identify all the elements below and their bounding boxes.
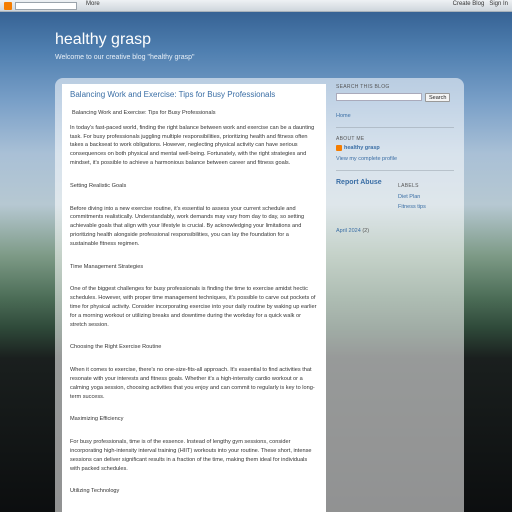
more-menu[interactable]: More: [86, 1, 100, 7]
archive-count: (2): [362, 228, 370, 234]
archive-item[interactable]: [336, 228, 454, 234]
search-input[interactable]: [336, 93, 422, 101]
post-subheading: Maximizing Efficiency: [70, 416, 124, 423]
post-title[interactable]: Balancing Work and Exercise: Tips for Busy Professionals: [70, 90, 276, 99]
navbar-right: [453, 1, 508, 7]
sidebar: [336, 84, 454, 234]
report-abuse-link[interactable]: Report Abuse: [336, 179, 382, 186]
post-paragraph: For busy professionals, time is of the essence. Instead of lengthy gym sessions, consider incorporating high-intensity interval training (HIIT) workouts into your routine. These short, intense sessions can deliver significant results in a fraction of the time, making them ideal for individuals with packed schedules.: [70, 439, 312, 472]
sidebar-two-column: [336, 179, 454, 214]
post-paragraph: In today's fast-paced world, finding the right balance between work and exercise can be a daunting task. For busy professionals juggling multiple responsibilities, prioritizing health and fitness often takes a backseat to work obligations. However, neglecting physical activity can have serious consequences on both physical and mental well-being. Fortunately, with the right strategies and mindset, it's possible to achieve a harmonious balance between career and fitness goals.: [70, 124, 315, 166]
home-link[interactable]: Home: [336, 113, 351, 119]
blog-description: Welcome to our creative blog "healthy grasp": [55, 54, 195, 61]
archive-month-link[interactable]: April 2024: [336, 228, 361, 234]
navbar-search-input[interactable]: [15, 2, 77, 10]
post-paragraph: When it comes to exercise, there's no one-size-fits-all approach. It's essential to find activities that resonate with your interests and fitness goals. Whether it's a high-intensity cardio workout or a calming yoga session, choosing activities that you enjoy and can commit to regularly is key to long-term success.: [70, 367, 315, 400]
label-link-fitness-tips[interactable]: Fitness tips: [398, 204, 426, 210]
post-subheading: Choosing the Right Exercise Routine: [70, 344, 162, 351]
post-column: [62, 84, 326, 512]
search-button[interactable]: Search: [425, 93, 450, 102]
divider: [336, 127, 454, 128]
post-subheading: Utilizing Technology: [70, 488, 120, 495]
search-heading: SEARCH THIS BLOG: [336, 84, 390, 90]
post-body: [70, 109, 318, 496]
profile-row: [336, 145, 454, 151]
post-paragraph: One of the biggest challenges for busy professionals is finding the time to exercise amidst hectic schedules. However, with proper time management techniques, it's possible to carve out pockets of time for physical activity. Consider incorporating exercise into your daily routine by waking up earlier for a morning workout or utilizing breaks and downtime during the workday for a quick walk or stretch session.: [70, 286, 317, 328]
post-subheading: Time Management Strategies: [70, 263, 144, 270]
view-profile-link[interactable]: View my complete profile: [336, 156, 398, 162]
search-row: [336, 93, 454, 102]
blog-title[interactable]: healthy grasp: [55, 31, 152, 48]
blogger-profile-icon: [336, 145, 342, 151]
create-blog-link[interactable]: Create Blog: [452, 1, 485, 7]
navbar: [0, 0, 512, 12]
divider: [336, 170, 454, 171]
about-heading: ABOUT ME: [336, 136, 365, 142]
profile-name-link[interactable]: healthy grasp: [344, 145, 380, 151]
labels-heading: LABELS: [398, 183, 419, 189]
sign-in-link[interactable]: Sign In: [489, 1, 508, 7]
blogger-logo-icon[interactable]: [4, 2, 12, 10]
post-subheading: Setting Realistic Goals: [70, 182, 127, 189]
labels-section: [398, 179, 426, 214]
post-paragraph: Before diving into a new exercise routine, it's essential to assess your current schedule and commitments realistically. Understandably, work demands may vary from day to day, so setting achievable goals that align with your lifestyle is crucial. By acknowledging your limitations and prioritizing health alongside professional responsibilities, you can lay the foundation for a sustainable fitness regimen.: [70, 205, 305, 247]
label-link-diet-plan[interactable]: Diet Plan: [398, 194, 421, 200]
post-intro-heading: Balancing Work and Exercise: Tips for Busy Professionals: [72, 110, 216, 116]
